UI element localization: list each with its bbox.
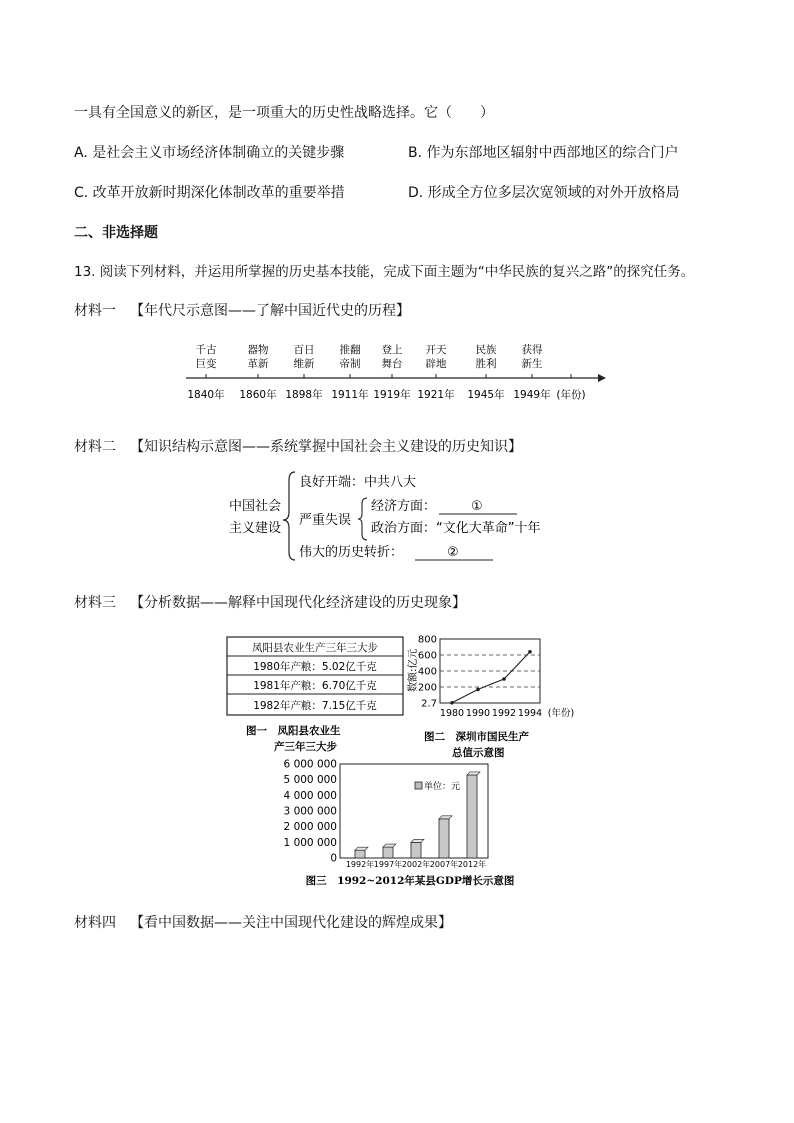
fig2-caption-2: 总值示意图 xyxy=(452,747,505,759)
timeline-event-top: 登上 xyxy=(381,344,403,356)
timeline-event-bottom: 维新 xyxy=(293,358,315,370)
timeline-event-bottom: 巨变 xyxy=(195,358,217,370)
structure-root-2: 主义建设 xyxy=(229,521,282,536)
fig3-xtick: 2002年 xyxy=(401,860,431,869)
material-4-title: 【看中国数据——关注中国现代化建设的辉煌成果】 xyxy=(130,915,452,931)
timeline-event-top: 获得 xyxy=(521,344,543,356)
fig3-xtick: 1997年 xyxy=(373,860,403,869)
timeline-event-top: 百日 xyxy=(293,344,315,356)
timeline-event-bottom: 胜利 xyxy=(475,358,497,370)
timeline-year: 1860年 xyxy=(239,389,277,401)
fig3-bar xyxy=(355,850,365,858)
fig3-legend: 单位：元 xyxy=(424,782,461,792)
fig1-header: 凤阳县农业生产三年三大步 xyxy=(252,642,378,654)
timeline-event-top: 开天 xyxy=(425,344,447,356)
fig3-xtick: 1992年 xyxy=(345,860,375,869)
fig3-ytick: 2 000 000 xyxy=(283,821,337,834)
blank-2: ② xyxy=(447,545,459,560)
knowledge-structure xyxy=(225,466,585,566)
timeline-event-top: 推翻 xyxy=(339,344,361,356)
fig2-point xyxy=(476,688,480,692)
fig2-series-line xyxy=(452,652,530,703)
fig3-bar xyxy=(383,847,393,858)
fig2-line-chart xyxy=(396,632,596,762)
fig2-ytick: 400 xyxy=(417,666,437,678)
timeline-end-label: (年份) xyxy=(556,389,586,401)
timeline-year: 1898年 xyxy=(285,389,323,401)
option-b: B. 作为东部地区辐射中西部地区的综合门户 xyxy=(408,145,679,161)
fig3-bar-top xyxy=(355,847,368,850)
fig3-bar-chart xyxy=(283,758,540,890)
timeline-event-bottom: 新生 xyxy=(521,358,543,370)
timeline-event-bottom: 革新 xyxy=(247,358,269,370)
structure-good-start: 良好开端：中共八大 xyxy=(299,475,417,490)
fig1-row-1982: 1982年产粮：7.15亿千克 xyxy=(253,700,377,712)
section-heading: 二、非选择题 xyxy=(74,225,158,241)
fig1-row-1980: 1980年产粮：5.02亿千克 xyxy=(253,661,377,673)
fig3-ytick: 1 000 000 xyxy=(283,836,337,849)
structure-root-1: 中国社会 xyxy=(229,499,282,514)
fig3-bar xyxy=(439,819,449,858)
fig2-point xyxy=(528,650,532,654)
timeline-event-bottom: 辟地 xyxy=(425,358,447,370)
fig3-ytick: 6 000 000 xyxy=(283,758,337,771)
fig2-caption-1: 图二 深圳市国民生产 xyxy=(424,731,529,743)
fig2-xtick: 1990 xyxy=(465,708,491,719)
timeline-year: 1840年 xyxy=(187,389,225,401)
material-3-label: 材料三 xyxy=(74,595,116,611)
material-3-title: 【分析数据——解释中国现代化经济建设的历史现象】 xyxy=(130,595,466,611)
timeline-year: 1949年 xyxy=(513,389,551,401)
structure-politics: 政治方面：“文化大革命”十年 xyxy=(371,521,541,536)
material-1-title: 【年代尺示意图——了解中国近代史的历程】 xyxy=(130,303,410,319)
option-a: A. 是社会主义市场经济体制确立的关键步骤 xyxy=(74,145,345,161)
fig3-xtick: 2012年 xyxy=(457,860,487,869)
fig3-xtick: 2007年 xyxy=(429,860,459,869)
timeline-event-top: 器物 xyxy=(247,344,269,356)
timeline-year: 1911年 xyxy=(331,389,369,401)
blank-1: ① xyxy=(471,499,483,514)
fig2-xtick: 1980 xyxy=(439,708,465,719)
material-4-label: 材料四 xyxy=(74,915,116,931)
fig2-xtick: 1992 xyxy=(491,708,517,719)
timeline-event-bottom: 帝制 xyxy=(339,358,361,370)
material-1-label: 材料一 xyxy=(74,303,116,319)
fig2-ylabel: 数额:亿元 xyxy=(408,648,419,692)
material-2-title: 【知识结构示意图——系统掌握中国社会主义建设的历史知识】 xyxy=(130,439,522,455)
structure-mistake: 严重失误 xyxy=(299,513,352,528)
timeline-event-bottom: 舞台 xyxy=(381,358,403,370)
timeline-figure xyxy=(180,340,610,408)
fig3-caption: 图三 1992~2012年某县GDP增长示意图 xyxy=(305,875,515,887)
fig3-bar-top xyxy=(411,839,424,842)
structure-economy: 经济方面： xyxy=(371,499,437,514)
fig2-ytick: 600 xyxy=(417,650,437,662)
fig3-bar-top xyxy=(439,816,452,819)
fig2-ytick: 800 xyxy=(417,634,437,646)
fig2-point xyxy=(502,677,506,681)
fig3-legend-swatch xyxy=(415,782,422,789)
structure-turning-point: 伟大的历史转折： xyxy=(299,545,404,560)
fig2-xunit: (年份) xyxy=(547,708,575,719)
fig3-ytick: 4 000 000 xyxy=(283,789,337,802)
fig3-bar xyxy=(411,842,421,858)
timeline-year: 1921年 xyxy=(417,389,455,401)
question-tail: 一具有全国意义的新区，是一项重大的历史性战略选择。它（ ） xyxy=(74,105,494,121)
fig2-xtick: 1994 xyxy=(517,708,543,719)
material-2-label: 材料二 xyxy=(74,439,116,455)
fig3-ytick: 0 xyxy=(330,852,337,865)
option-d: D. 形成全方位多层次宽领域的对外开放格局 xyxy=(408,185,680,201)
fig1-table xyxy=(226,636,406,754)
question-13: 13. 阅读下列材料，并运用所掌握的历史基本技能，完成下面主题为“中华民族的复兴之路”的探究任务。 xyxy=(74,264,695,280)
fig3-bar-top xyxy=(467,772,480,775)
fig1-row-1981: 1981年产粮：6.70亿千克 xyxy=(253,680,377,692)
fig1-caption-1: 图一 凤阳县农业生 xyxy=(246,725,341,737)
timeline-year: 1919年 xyxy=(373,389,411,401)
fig3-ytick: 3 000 000 xyxy=(283,805,337,818)
timeline-event-top: 千古 xyxy=(195,344,217,356)
fig2-ytick: 200 xyxy=(417,682,437,694)
fig2-ytick: 2.7 xyxy=(421,698,437,710)
fig3-bar xyxy=(467,775,477,858)
timeline-event-top: 民族 xyxy=(475,344,497,356)
option-c: C. 改革开放新时期深化体制改革的重要举措 xyxy=(74,185,345,201)
fig1-caption-2: 产三年三大步 xyxy=(274,741,337,753)
timeline-year: 1945年 xyxy=(467,389,505,401)
fig3-bar-top xyxy=(383,844,396,847)
fig2-point xyxy=(450,701,454,705)
fig3-ytick: 5 000 000 xyxy=(283,774,337,787)
